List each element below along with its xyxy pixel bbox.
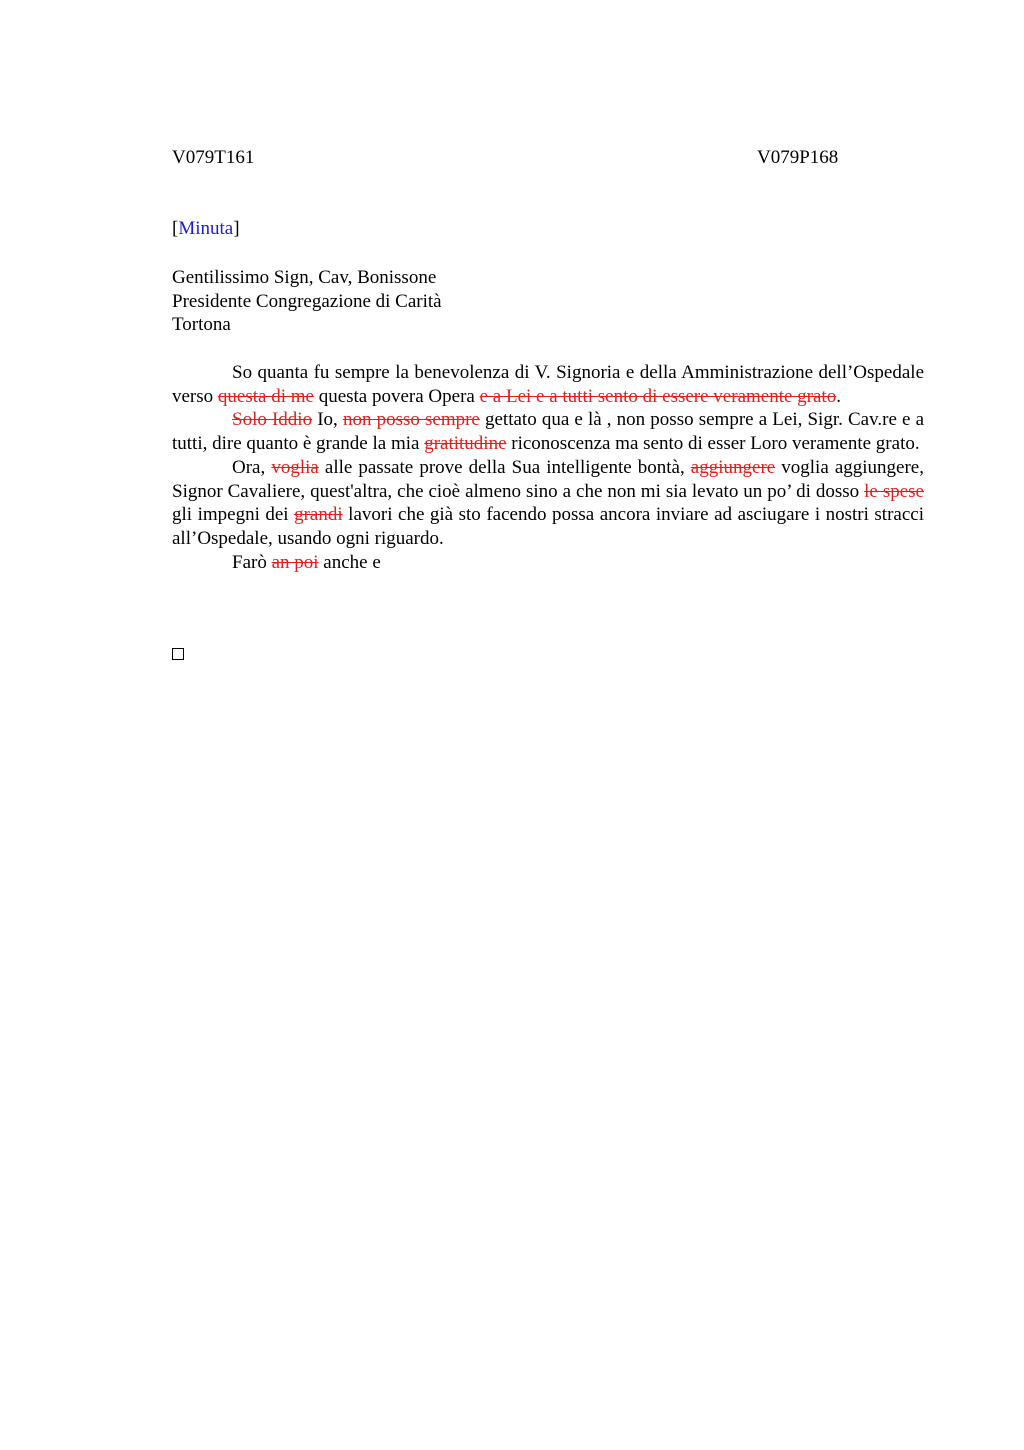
deleted-text: voglia [271, 456, 319, 478]
deleted-text: questa di me [217, 385, 314, 407]
text-span: lavori che già sto facendo possa ancora inviare ad asciugare i nostri stracci all’Ospedale, usando ogni riguardo. [172, 504, 924, 549]
text-span: voglia aggiungere, Signor Cavaliere, quest'altra, che cioè almeno sino a che non mi sia levato un po’ di dosso [172, 456, 924, 502]
deleted-text: non posso sempre [342, 409, 480, 431]
text-span: anche e [318, 551, 381, 573]
address-line-2: Presidente Congregazione di Carità [172, 290, 442, 312]
paragraph-4 [172, 551, 924, 575]
minuta-text: Minuta [178, 218, 234, 239]
text-span: Farò [232, 551, 272, 573]
text-span: gettato qua e là , non posso sempre a Lei, Sigr. Cav.re e a tutti, dire quanto è grande la mia [172, 409, 925, 455]
text-span: riconoscenza ma sento di esser Loro veramente grato. [506, 433, 920, 455]
letter-body [172, 361, 924, 574]
text-span: alle passate prove della Sua intelligente bontà, [318, 456, 691, 478]
text-span: . [836, 385, 841, 407]
paragraph-1 [172, 361, 924, 408]
deleted-text: le spese [864, 480, 924, 502]
deleted-text: Solo Iddio [232, 409, 313, 431]
text-span: Ora, [232, 456, 272, 478]
text-span: questa povera Opera [313, 385, 480, 407]
paragraph-3 [172, 456, 924, 551]
paragraph-2 [172, 408, 924, 455]
bracket-close: ] [233, 218, 240, 239]
archive-code-right: V079P168 [757, 147, 839, 168]
minuta-label [172, 218, 240, 240]
bracket-open: [ [172, 218, 179, 239]
recipient-address [172, 266, 442, 337]
archive-code-left: V079T161 [172, 147, 255, 168]
address-line-1: Gentilissimo Sign, Cav, Bonissone [172, 267, 437, 288]
deleted-text: aggiungere [690, 456, 776, 478]
text-span: Io, [312, 409, 343, 431]
text-span: gli impegni dei [172, 504, 295, 526]
checkbox-square-icon [172, 648, 184, 660]
deleted-text: e a Lei e a tutti sento di essere veramente grato [479, 385, 837, 407]
address-line-3: Tortona [172, 314, 231, 335]
text-span: So quanta fu sempre la benevolenza di V. Signoria e della Amministrazione dell’Ospedale verso [172, 362, 924, 407]
deleted-text: gratitudine [424, 433, 507, 455]
deleted-text: an poi [271, 551, 319, 573]
deleted-text: grandi [294, 504, 343, 526]
